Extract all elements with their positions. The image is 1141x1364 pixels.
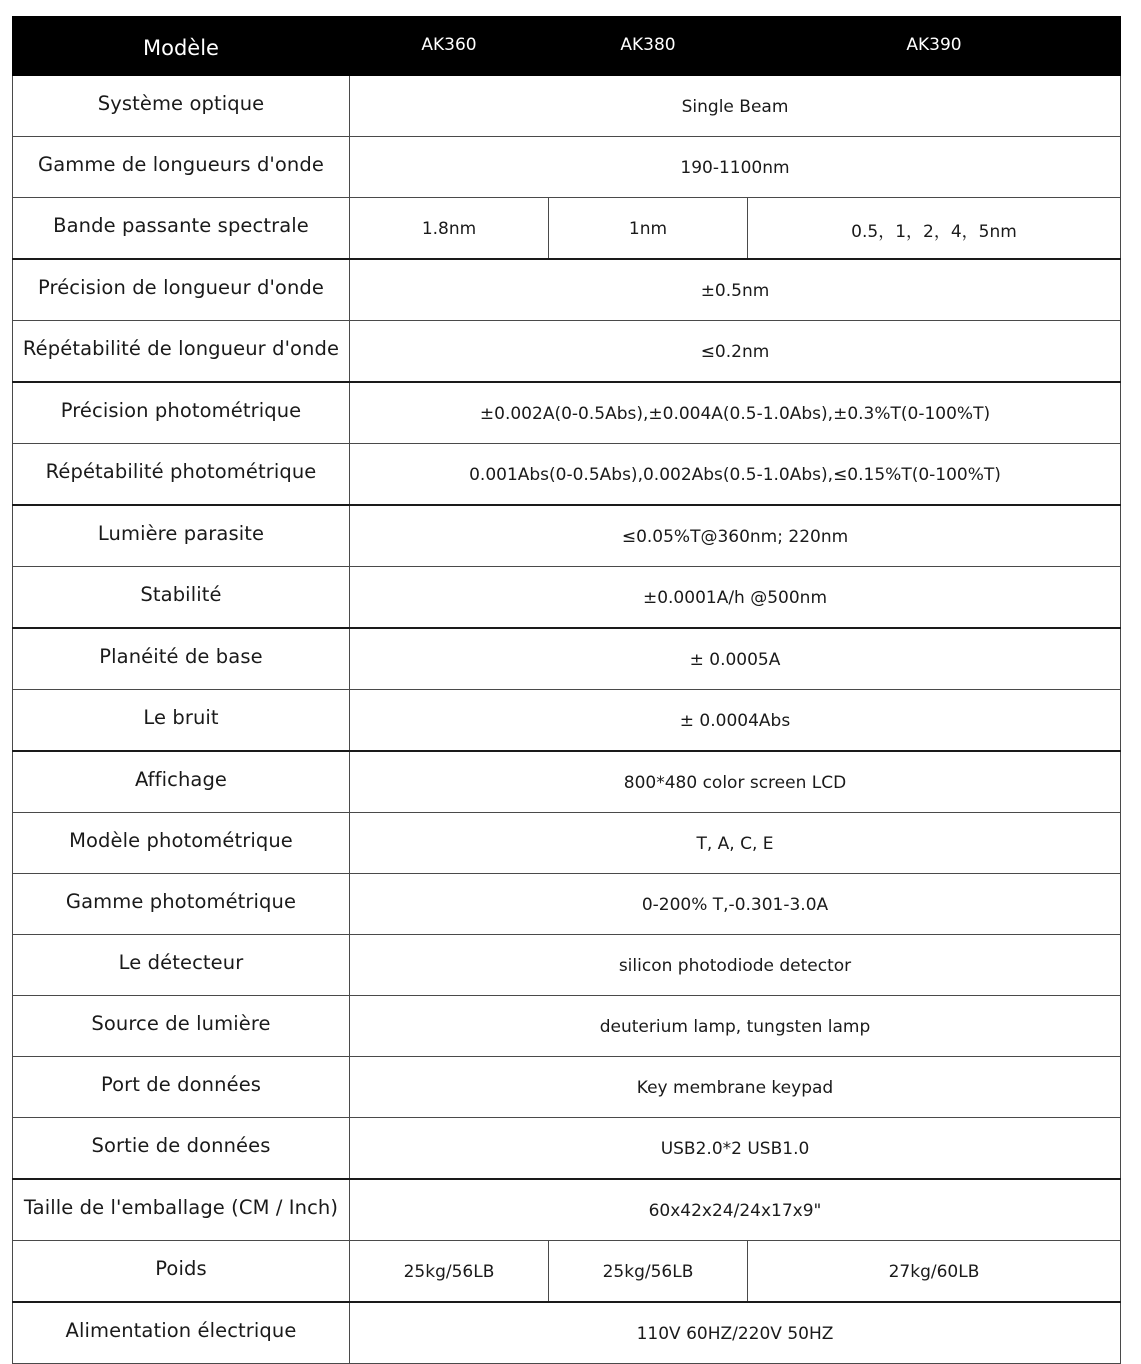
- row-value: USB2.0*2 USB1.0: [350, 1118, 1121, 1180]
- row-label: Le détecteur: [13, 935, 350, 996]
- row-label: Le bruit: [13, 690, 350, 752]
- spec-row-photometric-range: [13, 874, 1121, 935]
- row-label: Poids: [13, 1241, 350, 1303]
- row-label: Alimentation électrique: [13, 1302, 350, 1364]
- row-value: Single Beam: [350, 76, 1121, 137]
- row-value: ±0.002A(0-0.5Abs),±0.004A(0.5-1.0Abs),±0.3%T(0-100%T): [350, 382, 1121, 444]
- row-label: Précision de longueur d'onde: [13, 259, 350, 321]
- spec-row-wavelength-accuracy: [13, 259, 1121, 321]
- row-value: 0-200% T,-0.301-3.0A: [350, 874, 1121, 935]
- row-value-ak380: 25kg/56LB: [549, 1241, 748, 1303]
- row-label: Système optique: [13, 76, 350, 137]
- spec-row-stray-light: [13, 505, 1121, 567]
- spec-row-noise: [13, 690, 1121, 752]
- spec-row-photometric-repeatability: [13, 444, 1121, 506]
- spec-row-data-port: [13, 1057, 1121, 1118]
- row-value: 60x42x24/24x17x9": [350, 1179, 1121, 1241]
- row-value: 190-1100nm: [350, 137, 1121, 198]
- row-value: silicon photodiode detector: [350, 935, 1121, 996]
- spec-row-power-supply: [13, 1302, 1121, 1364]
- row-value-ak390: 27kg/60LB: [748, 1241, 1121, 1303]
- row-label: Répétabilité de longueur d'onde: [13, 321, 350, 383]
- spec-row-data-output: [13, 1118, 1121, 1180]
- row-label: Stabilité: [13, 567, 350, 629]
- row-value: ≤0.05%T@360nm; 220nm: [350, 505, 1121, 567]
- row-label: Source de lumière: [13, 996, 350, 1057]
- row-label: Bande passante spectrale: [13, 198, 350, 260]
- header-label: Modèle: [13, 17, 350, 76]
- spec-row-wavelength-range: [13, 137, 1121, 198]
- header-model-ak360: AK360: [350, 17, 549, 76]
- row-value-ak380: 1nm: [549, 198, 748, 260]
- row-value: ≤0.2nm: [350, 321, 1121, 383]
- row-label: Lumière parasite: [13, 505, 350, 567]
- spec-row-baseline-flatness: [13, 628, 1121, 690]
- spec-row-display: [13, 751, 1121, 813]
- spec-table: [12, 16, 1121, 1364]
- spec-row-wavelength-repeatability: [13, 321, 1121, 383]
- row-value: deuterium lamp, tungsten lamp: [350, 996, 1121, 1057]
- row-label: Modèle photométrique: [13, 813, 350, 874]
- spec-row-detector: [13, 935, 1121, 996]
- row-label: Répétabilité photométrique: [13, 444, 350, 506]
- row-label: Précision photométrique: [13, 382, 350, 444]
- spec-row-optical-system: [13, 76, 1121, 137]
- header-model-ak390: AK390: [748, 17, 1121, 76]
- spec-row-light-source: [13, 996, 1121, 1057]
- spec-row-spectral-bandwidth: [13, 198, 1121, 260]
- row-label: Port de données: [13, 1057, 350, 1118]
- spec-row-weight: [13, 1241, 1121, 1303]
- spec-row-photometric-mode: [13, 813, 1121, 874]
- row-label: Affichage: [13, 751, 350, 813]
- row-label: Taille de l'emballage (CM / Inch): [13, 1179, 350, 1241]
- spec-row-package-size: [13, 1179, 1121, 1241]
- row-value: ±0.0001A/h @500nm: [350, 567, 1121, 629]
- row-label: Gamme de longueurs d'onde: [13, 137, 350, 198]
- spec-row-stability: [13, 567, 1121, 629]
- row-label: Sortie de données: [13, 1118, 350, 1180]
- row-value-ak390: 0.5，1，2，4，5nm: [748, 198, 1121, 260]
- row-value: T, A, C, E: [350, 813, 1121, 874]
- row-value: ± 0.0005A: [350, 628, 1121, 690]
- row-value-ak360: 25kg/56LB: [350, 1241, 549, 1303]
- row-label: Planéité de base: [13, 628, 350, 690]
- row-value: 110V 60HZ/220V 50HZ: [350, 1302, 1121, 1364]
- row-label: Gamme photométrique: [13, 874, 350, 935]
- row-value: Key membrane keypad: [350, 1057, 1121, 1118]
- header-row: [13, 17, 1121, 76]
- header-model-ak380: AK380: [549, 17, 748, 76]
- row-value: ± 0.0004Abs: [350, 690, 1121, 752]
- row-value: 800*480 color screen LCD: [350, 751, 1121, 813]
- row-value-ak360: 1.8nm: [350, 198, 549, 260]
- row-value: ±0.5nm: [350, 259, 1121, 321]
- row-value: 0.001Abs(0-0.5Abs),0.002Abs(0.5-1.0Abs),≤0.15%T(0-100%T): [350, 444, 1121, 506]
- spec-row-photometric-accuracy: [13, 382, 1121, 444]
